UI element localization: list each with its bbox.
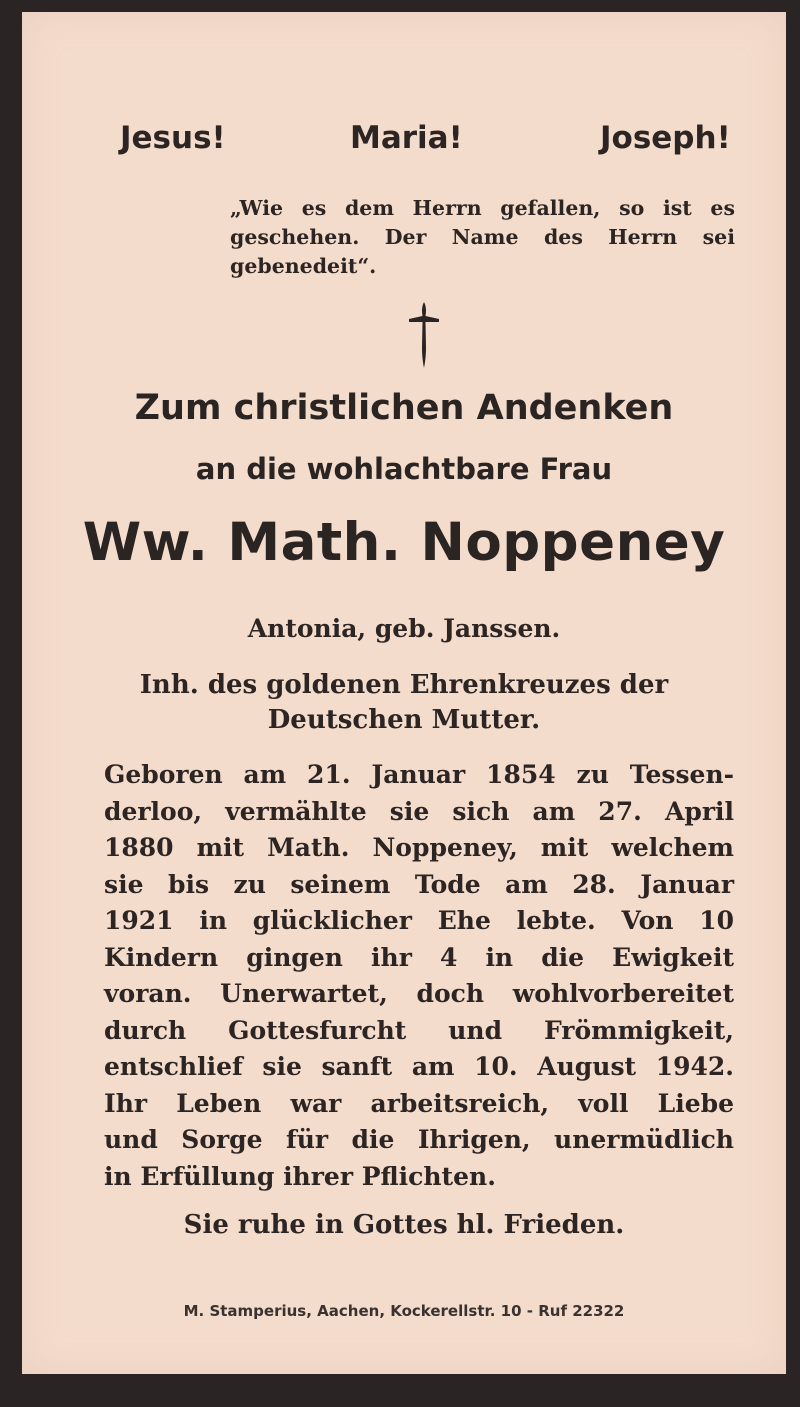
- scripture-quote: „Wie es dem Herrn gefallen, so ist es geschehen. Der Name des Herrn sei gebenedeit“.: [230, 196, 735, 278]
- biography-line: und Sorge für die Ihrigen, unermüdlich: [104, 1125, 734, 1154]
- honor-text: [102, 668, 706, 738]
- memorial-heading: Zum christlichen Andenken: [134, 388, 674, 428]
- memorial-card: [22, 12, 786, 1374]
- honor-line: Inh. des goldenen Ehrenkreuzes der: [139, 670, 669, 700]
- biography-line: Kindern gingen ihr 4 in die Ewigkeit: [104, 942, 734, 972]
- memorial-subheading: an die wohlachtbare Frau: [195, 452, 613, 486]
- biography-line: Ihr Leben war arbeitsreich, voll Liebe: [104, 1088, 734, 1118]
- biography: [104, 757, 734, 1195]
- closing-prayer: Sie ruhe in Gottes hl. Frieden.: [183, 1210, 625, 1240]
- cross-icon: [406, 300, 442, 370]
- invocation-maria: Maria!: [350, 120, 463, 156]
- biography-line: entschlief sie sanft am 10. August 1942.: [104, 1052, 734, 1081]
- biography-line: voran. Unerwartet, doch wohlvorbereitet: [104, 979, 734, 1008]
- biography-line: 1921 in glücklicher Ehe lebte. Von 10: [104, 906, 734, 935]
- honor-line: Deutschen Mutter.: [267, 705, 541, 735]
- invocation-joseph: Joseph!: [600, 120, 731, 156]
- biography-line: durch Gottesfurcht und Frömmigkeit,: [104, 1015, 734, 1045]
- biography-line: derloo, vermählte sie sich am 27. April: [104, 796, 734, 826]
- biography-line: sie bis zu seinem Tode am 28. Januar: [104, 869, 734, 899]
- biography-line: in Erfüllung ihrer Pflichten.: [104, 1161, 496, 1191]
- deceased-name: Ww. Math. Noppeney: [82, 512, 726, 573]
- invocation-jesus: Jesus!: [120, 120, 226, 156]
- biography-line: 1880 mit Math. Noppeney, mit welchem: [104, 833, 734, 862]
- maiden-name: Antonia, geb. Janssen.: [247, 614, 561, 643]
- biography-line: Geboren am 21. Januar 1854 zu Tessen-: [104, 760, 734, 789]
- printer-imprint: M. Stamperius, Aachen, Kockerellstr. 10 - Ruf 22322: [183, 1302, 625, 1320]
- invocations: [22, 120, 786, 170]
